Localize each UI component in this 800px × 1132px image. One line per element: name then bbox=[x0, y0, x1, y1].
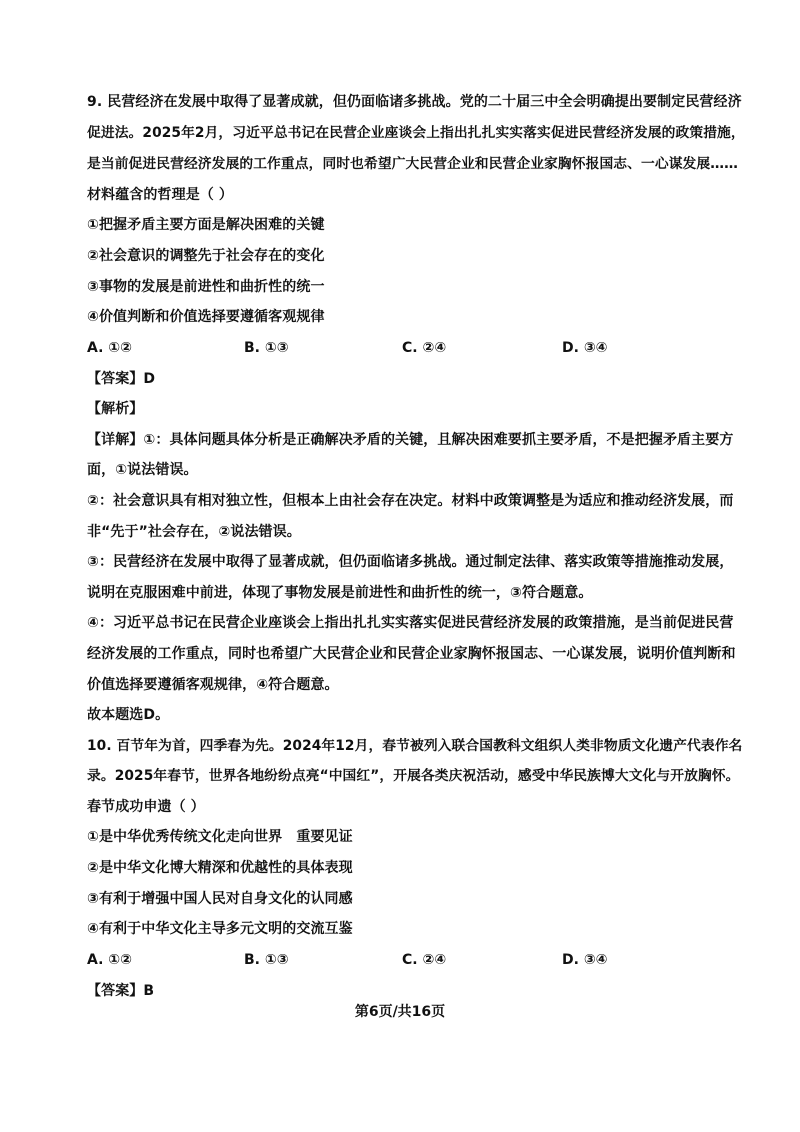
q9-item: ③事物的发展是前进性和曲折性的统一 bbox=[87, 279, 325, 295]
q10-item: ②是中华文化博大精深和优越性的具体表现 bbox=[87, 860, 353, 876]
q9-option-d: D. ③④ bbox=[562, 340, 608, 356]
q10-options bbox=[87, 951, 747, 969]
q9-detail-line: 非“先于”社会存在，②说法错误。 bbox=[87, 524, 301, 540]
q9-analysis-label: 【解析】 bbox=[87, 401, 144, 417]
q9-detail-line: ③：民营经济在发展中取得了显著成就，但仍面临诸多挑战。通过制定法律、落实政策等措施推动发展， bbox=[87, 554, 734, 570]
q10-option-d: D. ③④ bbox=[562, 952, 608, 968]
q10-stem-line: 春节成功申遗（ ） bbox=[87, 799, 205, 815]
q10-stem-line: 10. 百节年为首，四季春为先。2024年12月，春节被列入联合国教科文组织人类非物质文化遗产代表作名 bbox=[87, 738, 743, 754]
q9-option-a: A. ①② bbox=[87, 340, 132, 356]
q9-stem-line: 促进法。2025年2月，习近平总书记在民营企业座谈会上指出扎扎实实落实促进民营经济发展的政策措施， bbox=[87, 125, 745, 141]
q9-item: ②社会意识的调整先于社会存在的变化 bbox=[87, 248, 325, 264]
q9-detail-line: 说明在克服困难中前进，体现了事物发展是前进性和曲折性的统一，③符合题意。 bbox=[87, 585, 593, 601]
page-footer: 第6页/共16页 bbox=[354, 1004, 446, 1020]
q10-answer: 【答案】B bbox=[87, 983, 155, 999]
q9-stem-line: 是当前促进民营经济发展的工作重点，同时也希望广大民营企业和民营企业家胸怀报国志、一心谋发展…… bbox=[87, 156, 738, 172]
q9-detail-line: ②：社会意识具有相对独立性，但根本上由社会存在决定。材料中政策调整是为适应和推动经济发展，而 bbox=[87, 493, 734, 509]
q9-item: ④价值判断和价值选择要遵循客观规律 bbox=[87, 309, 325, 325]
q9-detail-line: 【详解】①：具体问题具体分析是正确解决矛盾的关键，且解决困难要抓主要矛盾，不是把握矛盾主要方 bbox=[87, 432, 734, 448]
q10-item: ①是中华优秀传统文化走向世界 重要见证 bbox=[87, 829, 353, 845]
q10-option-b: B. ①③ bbox=[244, 952, 289, 968]
q9-stem-line: 材料蕴含的哲理是（ ） bbox=[87, 187, 233, 203]
q9-conclusion: 故本题选D。 bbox=[87, 707, 170, 723]
q10-item: ③有利于增强中国人民对自身文化的认同感 bbox=[87, 891, 353, 907]
q10-option-a: A. ①② bbox=[87, 952, 132, 968]
q9-stem-line: 9. 民营经济在发展中取得了显著成就，但仍面临诸多挑战。党的二十届三中全会明确提出要制定民营经济 bbox=[87, 94, 742, 110]
q10-stem-line: 录。2025年春节，世界各地纷纷点亮“中国红”，开展各类庆祝活动，感受中华民族博大文化与开放胸怀。 bbox=[87, 768, 740, 784]
q9-option-b: B. ①③ bbox=[244, 340, 289, 356]
q9-detail-line: 经济发展的工作重点，同时也希望广大民营企业和民营企业家胸怀报国志、一心谋发展，说明价值判断和 bbox=[87, 646, 736, 662]
q9-option-c: C. ②④ bbox=[402, 340, 447, 356]
q9-answer: 【答案】D bbox=[87, 371, 156, 387]
q9-options bbox=[87, 339, 747, 357]
q9-detail-line: ④：习近平总书记在民营企业座谈会上指出扎扎实实落实促进民营经济发展的政策措施，是当前促进民营 bbox=[87, 615, 734, 631]
q9-detail-line: 面，①说法错误。 bbox=[87, 462, 198, 478]
q9-item: ①把握矛盾主要方面是解决困难的关键 bbox=[87, 217, 325, 233]
q10-option-c: C. ②④ bbox=[402, 952, 447, 968]
q9-detail-line: 价值选择要遵循客观规律，④符合题意。 bbox=[87, 677, 339, 693]
q10-item: ④有利于中华文化主导多元文明的交流互鉴 bbox=[87, 921, 353, 937]
